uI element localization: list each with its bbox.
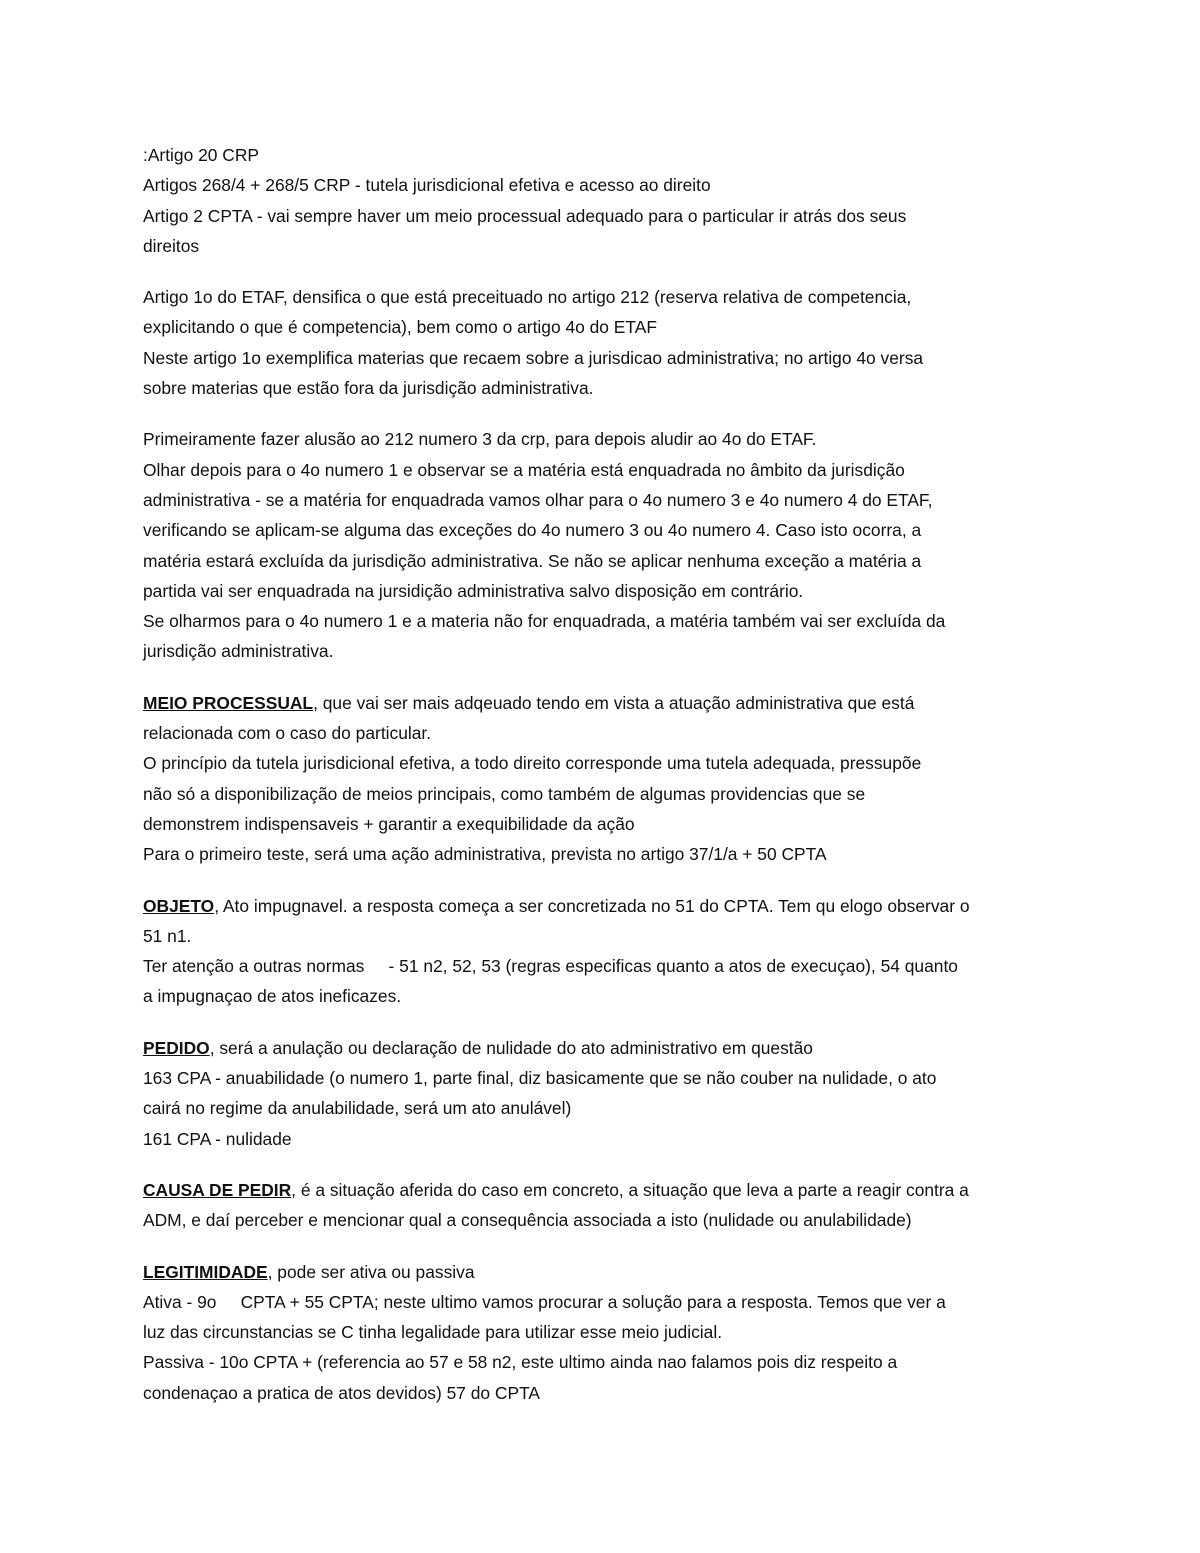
text-line: explicitando o que é competencia), bem como o artigo 4o do ETAF xyxy=(143,317,657,338)
text-line: luz das circunstancias se C tinha legalidade para utilizar esse meio judicial. xyxy=(143,1322,723,1343)
paragraph-gap xyxy=(143,1012,1063,1033)
text-line: Se olharmos para o 4o numero 1 e a materia não for enquadrada, a matéria também vai ser excluída da xyxy=(143,611,946,632)
section-heading: LEGITIMIDADE xyxy=(143,1261,268,1282)
text-line: Artigos 268/4 + 268/5 CRP - tutela jurisdicional efetiva e acesso ao direito xyxy=(143,175,711,196)
text-line: condenaçao a pratica de atos devidos) 57 do CPTA xyxy=(143,1382,541,1403)
section-heading: OBJETO xyxy=(143,895,215,916)
text-line: Primeiramente fazer alusão ao 212 numero 3 da crp, para depois aludir ao 4o do ETAF. xyxy=(143,429,817,450)
section-first-line xyxy=(143,688,1063,718)
section-intro-text: , é a situação aferida do caso em concreto, a situação que leva a parte a reagir contra a xyxy=(291,1179,969,1200)
text-line: 163 CPA - anuabilidade (o numero 1, parte final, diz basicamente que se não couber na nulidade, o ato xyxy=(143,1068,937,1089)
text-line: direitos xyxy=(143,235,200,256)
section-causa-de-pedir xyxy=(143,1175,1063,1236)
section-heading: CAUSA DE PEDIR xyxy=(143,1179,292,1200)
text-line: Ter atenção a outras normas - 51 n2, 52, 53 (regras especificas quanto a atos de execuçao), 54 quanto xyxy=(143,956,958,977)
section-first-line xyxy=(143,891,1063,921)
section-meio-processual xyxy=(143,688,1063,870)
text-line: cairá no regime da anulabilidade, será um ato anulável) xyxy=(143,1098,572,1119)
text-line: verificando se aplicam-se alguma das exceções do 4o numero 3 ou 4o numero 4. Caso isto ocorra, a xyxy=(143,520,922,541)
section-legitimidade xyxy=(143,1257,1063,1408)
section-objeto xyxy=(143,891,1063,1012)
text-line: ADM, e daí perceber e mencionar qual a consequência associada a isto (nulidade ou anulabilidade) xyxy=(143,1210,912,1231)
text-line: jurisdição administrativa. xyxy=(143,641,334,662)
text-line: partida vai ser enquadrada na jursidição administrativa salvo disposição em contrário. xyxy=(143,580,804,601)
text-line: O princípio da tutela jurisdicional efetiva, a todo direito corresponde uma tutela adequada, pressupõe xyxy=(143,753,922,774)
paragraph-gap xyxy=(143,403,1063,424)
paragraph-constitution xyxy=(143,140,1063,261)
text-line: demonstrem indispensaveis + garantir a exequibilidade da ação xyxy=(143,813,635,834)
section-intro-text: , pode ser ativa ou passiva xyxy=(267,1261,475,1282)
paragraph-gap xyxy=(143,870,1063,891)
text-line: a impugnaçao de atos ineficazes. xyxy=(143,986,402,1007)
paragraph-gap xyxy=(143,1236,1063,1257)
text-line: Olhar depois para o 4o numero 1 e observar se a matéria está enquadrada no âmbito da jurisdição xyxy=(143,459,905,480)
paragraph-gap xyxy=(143,1154,1063,1175)
text-line: 51 n1. xyxy=(143,925,192,946)
section-heading: PEDIDO xyxy=(143,1037,210,1058)
section-intro-text: , que vai ser mais adqeuado tendo em vista a atuação administrativa que está xyxy=(313,692,915,713)
text-line: Passiva - 10o CPTA + (referencia ao 57 e 58 n2, este ultimo ainda nao falamos pois diz respeito a xyxy=(143,1352,898,1373)
section-first-line xyxy=(143,1175,1063,1205)
paragraph-etaf xyxy=(143,282,1063,403)
text-line: não só a disponibilização de meios principais, como também de algumas providencias que se xyxy=(143,783,866,804)
text-line: administrativa - se a matéria for enquadrada vamos olhar para o 4o numero 3 e 4o numero 4 do ETAF, xyxy=(143,489,933,510)
section-pedido xyxy=(143,1033,1063,1154)
paragraph-gap xyxy=(143,261,1063,282)
text-line: Para o primeiro teste, será uma ação administrativa, prevista no artigo 37/1/a + 50 CPTA xyxy=(143,844,827,865)
text-line: sobre materias que estão fora da jurisdição administrativa. xyxy=(143,378,594,399)
paragraph-procedure xyxy=(143,424,1063,666)
text-line: :Artigo 20 CRP xyxy=(143,145,259,165)
text-line: Artigo 2 CPTA - vai sempre haver um meio processual adequado para o particular ir atrás dos seus xyxy=(143,205,907,226)
section-intro-text: , será a anulação ou declaração de nulidade do ato administrativo em questão xyxy=(209,1037,813,1058)
text-line: matéria estará excluída da jurisdição administrativa. Se não se aplicar nenhuma exceção a matéria a xyxy=(143,550,922,571)
document-page xyxy=(143,140,1063,1408)
text-line: 161 CPA - nulidade xyxy=(143,1128,292,1149)
section-first-line xyxy=(143,1257,1063,1287)
text-line: relacionada com o caso do particular. xyxy=(143,723,432,744)
section-heading: MEIO PROCESSUAL xyxy=(143,692,314,713)
section-first-line xyxy=(143,1033,1063,1063)
paragraph-gap xyxy=(143,667,1063,688)
text-line: Artigo 1o do ETAF, densifica o que está preceituado no artigo 212 (reserva relativa de competencia, xyxy=(143,287,912,308)
text-line: Neste artigo 1o exemplifica materias que recaem sobre a jurisdicao administrativa; no artigo 4o versa xyxy=(143,347,924,368)
text-line: Ativa - 9o CPTA + 55 CPTA; neste ultimo vamos procurar a solução para a resposta. Temos que ver a xyxy=(143,1291,946,1312)
section-intro-text: , Ato impugnavel. a resposta começa a ser concretizada no 51 do CPTA. Tem qu elogo observar o xyxy=(214,895,970,916)
